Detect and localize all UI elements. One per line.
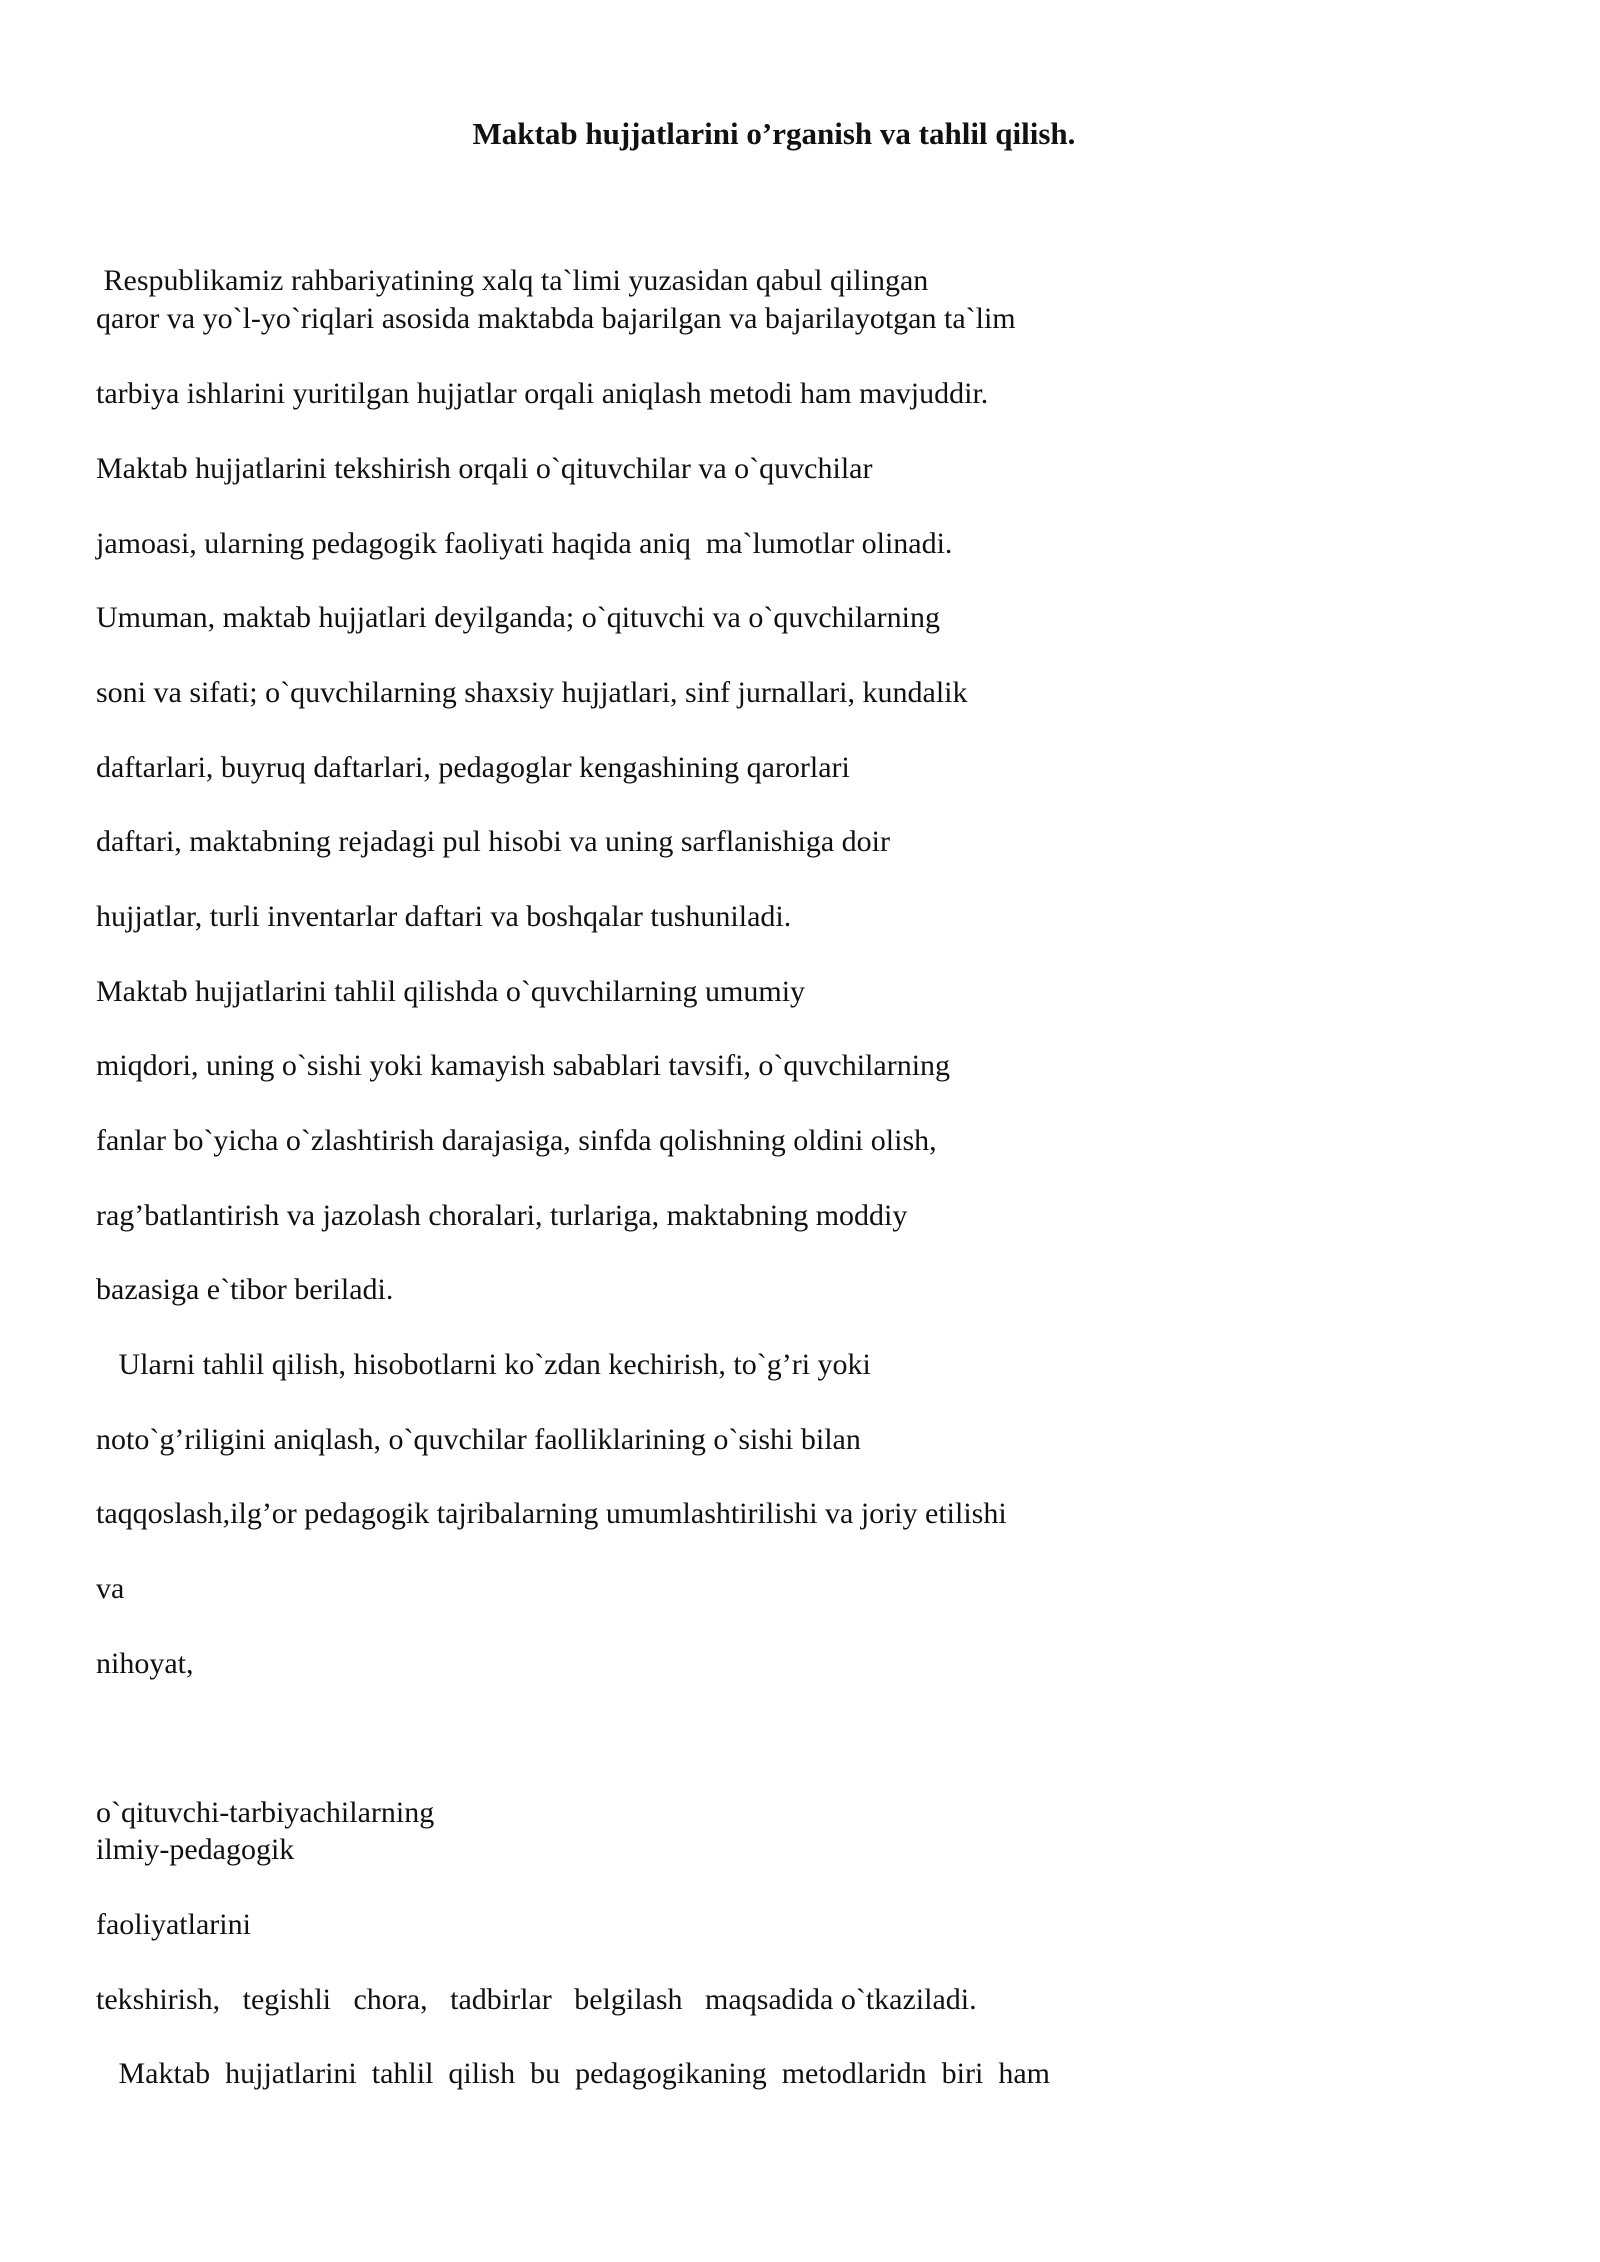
document-title: Maktab hujjatlarini o’rganish va tahlil qilish. [472, 116, 1076, 151]
text-line-19: va [96, 1572, 125, 1605]
text-line-15: bazasiga e`tibor beriladi. [96, 1273, 394, 1306]
text-line-25: Maktab hujjatlarini tahlil qilish bu pedagogikaning metodlaridn biri ham [96, 2057, 1050, 2090]
text-line-8: daftarlari, buyruq daftarlari, pedagoglar kengashining qarorlari [96, 751, 850, 784]
text-line-10: hujjatlar, turli inventarlar daftari va boshqalar tushuniladi. [96, 900, 792, 933]
text-line-23: faoliyatlarini [96, 1908, 251, 1941]
text-line-24: tekshirish, tegishli chora, tadbirlar belgilash maqsadida o`tkaziladi. [96, 1983, 977, 2016]
text-line-6: Umuman, maktab hujjatlari deyilganda; o`qituvchi va o`quvchilarning [96, 601, 940, 634]
text-line-1: Respublikamiz rahbariyatining xalq ta`limi yuzasidan qabul qilingan [96, 264, 929, 297]
text-line-4: Maktab hujjatlarini tekshirish orqali o`qituvchilar va o`quvchilar [96, 452, 873, 485]
text-line-20: nihoyat, [96, 1647, 194, 1680]
text-line-9: daftari, maktabning rejadagi pul hisobi va uning sarflanishiga doir [96, 825, 890, 858]
text-line-14: rag’batlantirish va jazolash choralari, turlariga, maktabning moddiy [96, 1199, 908, 1232]
text-line-12: miqdori, uning o`sishi yoki kamayish sabablari tavsifi, o`quvchilarning [96, 1049, 951, 1082]
text-line-21: o`qituvchi-tarbiyachilarning [96, 1796, 435, 1829]
text-line-11: Maktab hujjatlarini tahlil qilishda o`quvchilarning umumiy [96, 975, 806, 1008]
text-line-16: Ularni tahlil qilish, hisobotlarni ko`zdan kechirish, to`g’ri yoki [96, 1348, 871, 1381]
text-line-5: jamoasi, ularning pedagogik faoliyati haqida aniq ma`lumotlar olinadi. [96, 527, 953, 560]
text-line-3: tarbiya ishlarini yuritilgan hujjatlar orqali aniqlash metodi ham mavjuddir. [96, 377, 989, 410]
text-line-17: noto`g’riligini aniqlash, o`quvchilar faolliklarining o`sishi bilan [96, 1423, 861, 1456]
text-line-7: soni va sifati; o`quvchilarning shaxsiy hujjatlari, sinf jurnallari, kundalik [96, 676, 968, 709]
text-line-2: qaror va yo`l-yo`riqlari asosida maktabda bajarilgan va bajarilayotgan ta`lim [96, 302, 1016, 335]
text-line-18: taqqoslash,ilg’or pedagogik tajribalarning umumlashtirilishi va joriy etilishi [96, 1497, 1007, 1530]
text-line-22: ilmiy-pedagogik [96, 1833, 295, 1866]
text-line-13: fanlar bo`yicha o`zlashtirish darajasiga, sinfda qolishning oldini olish, [96, 1124, 937, 1157]
